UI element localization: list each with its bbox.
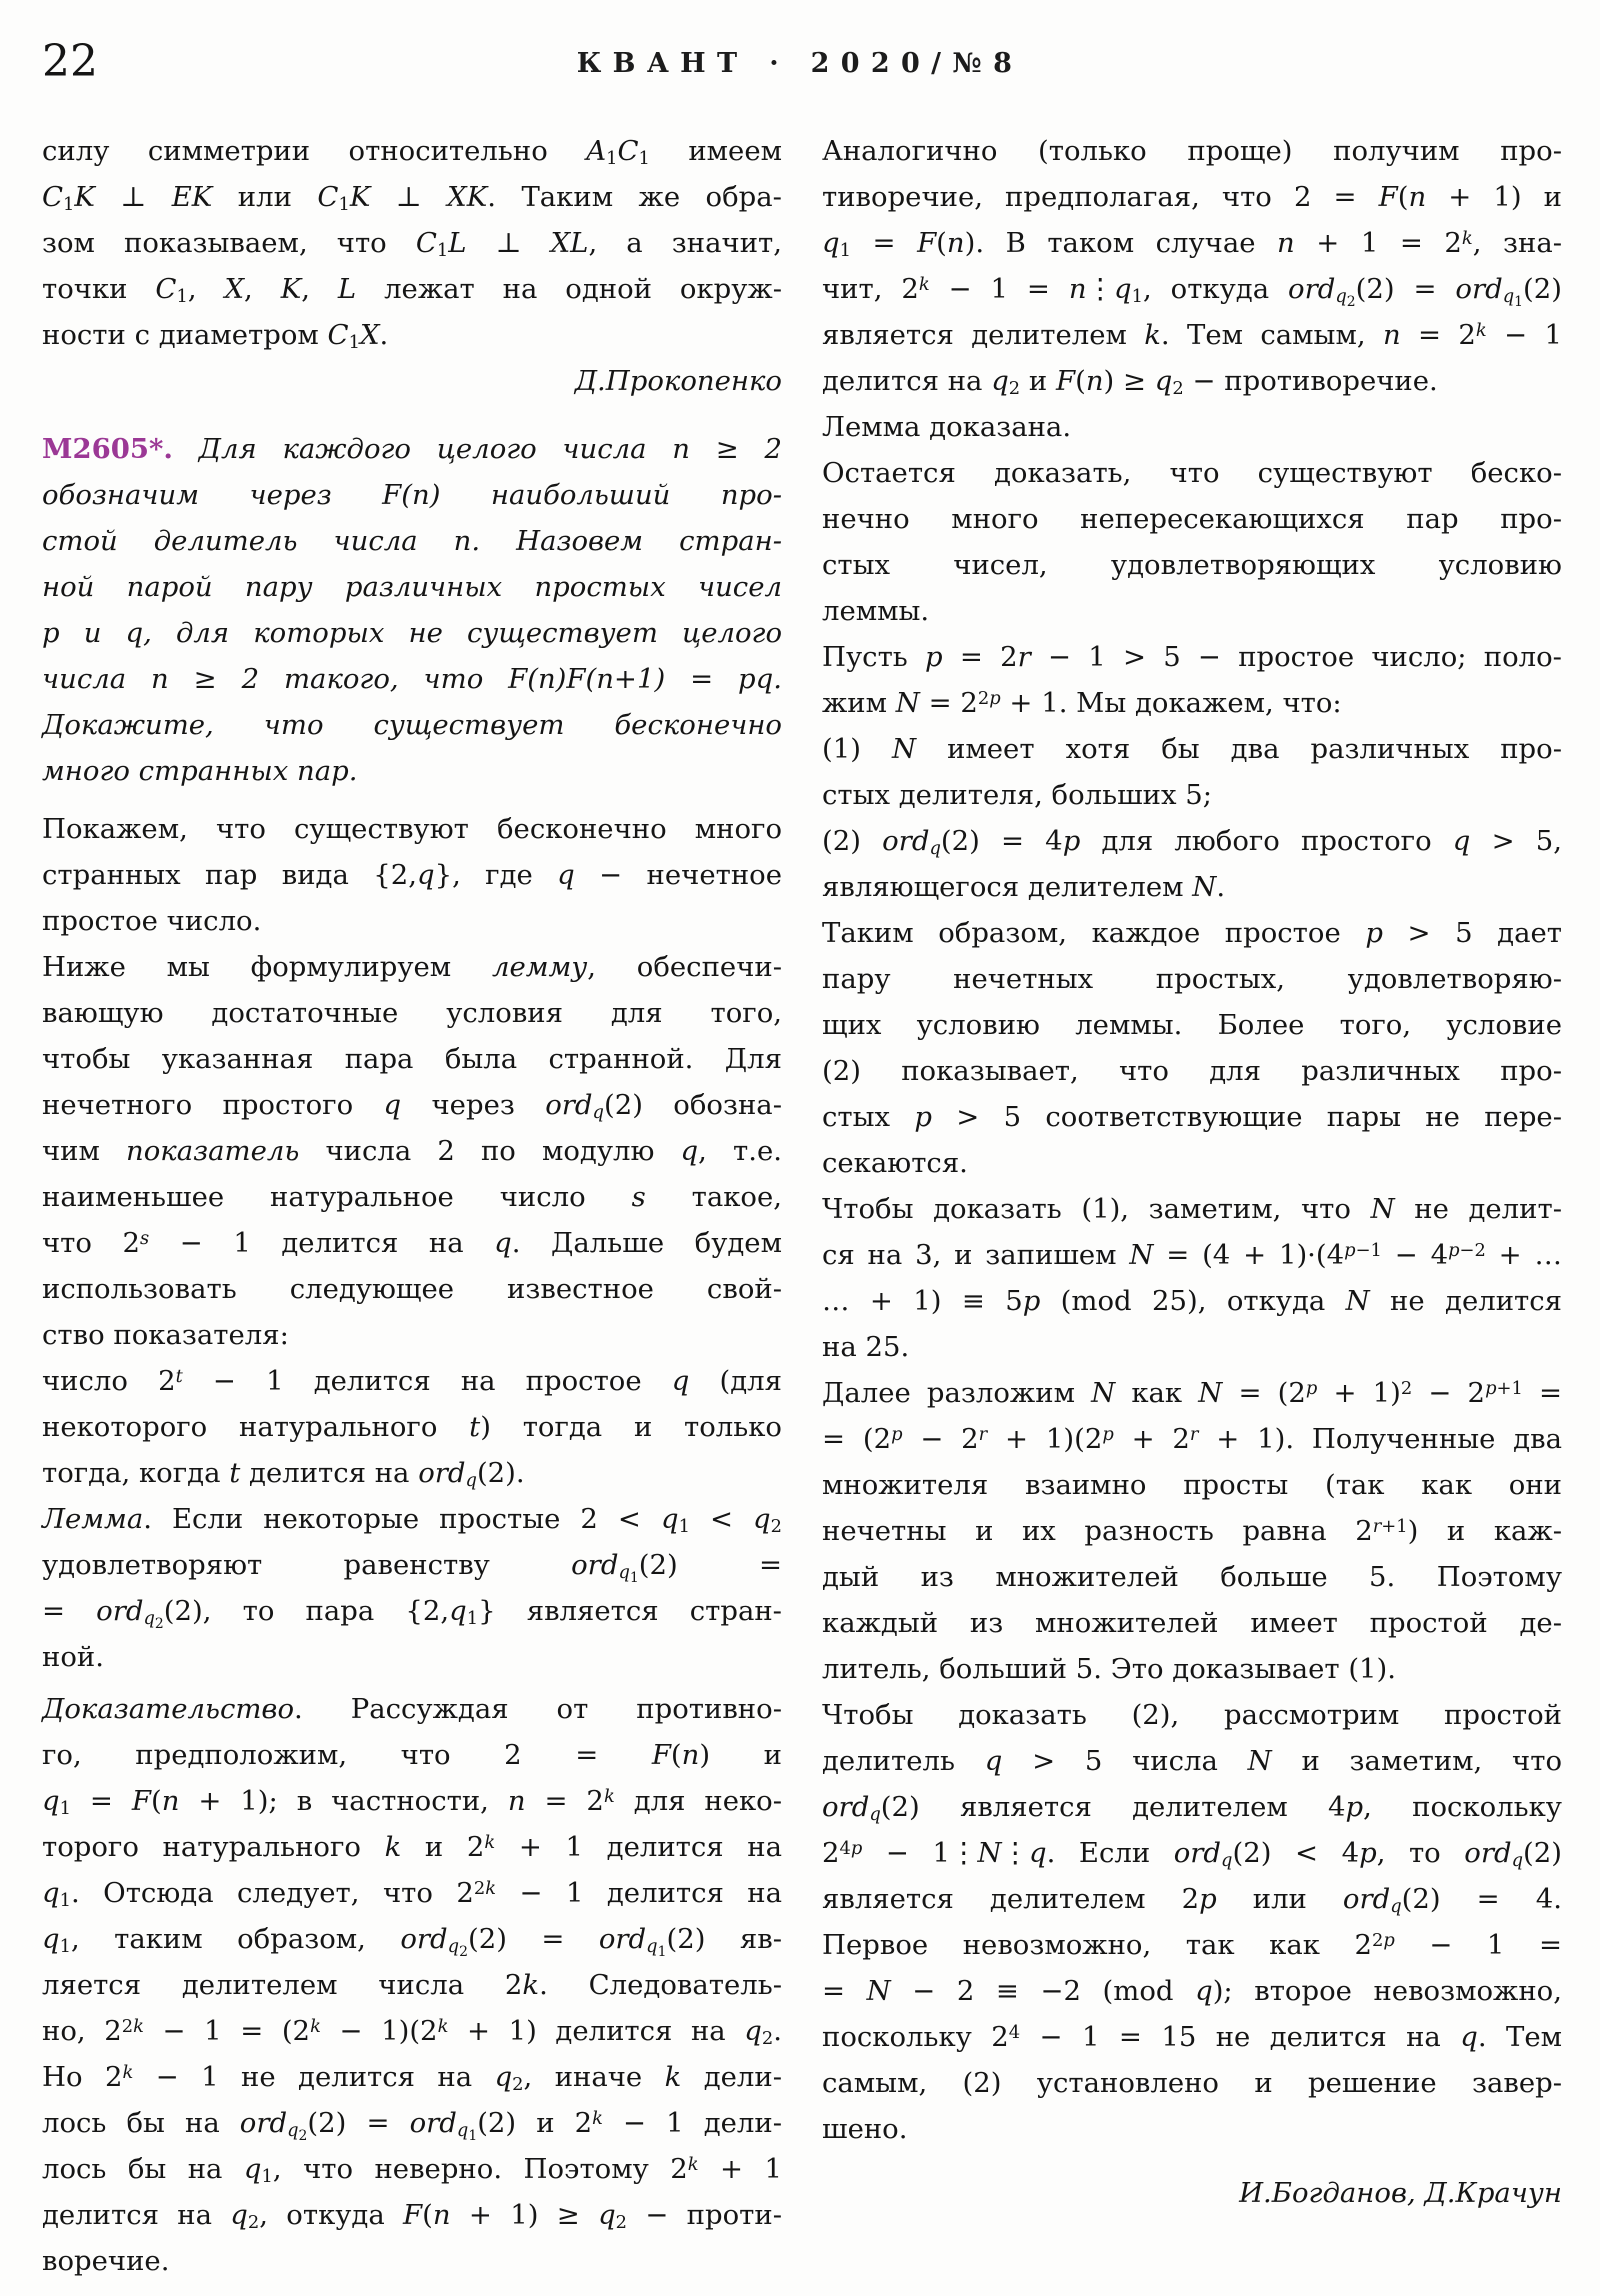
text-line: обозначим через F(n) наибольший про-: [42, 479, 782, 511]
text-line: Докажите, что существует бесконечно: [42, 709, 782, 741]
text-line: является делителем k. Тем самым, $n = 2^k - 1$: [822, 319, 1563, 351]
text-line: силу симметрии относительно $A_1C_1$ имеем: [42, 135, 782, 169]
text-line: нечетного простого q через ord$_q$(2) обозна-: [42, 1089, 782, 1123]
text-line: торого натурального k и $2^k + 1$ делится на: [42, 1831, 782, 1863]
text-line: много странных пар.: [42, 755, 358, 787]
text-line: делится на $q_2$, откуда $F(n + 1) \ge q_2$ − проти-: [42, 2199, 782, 2233]
text-line: Аналогично (только проще) получим про-: [822, 135, 1562, 167]
text-line: Далее разложим N как $N = (2^p + 1)^2 - 2^{p+1}$ =: [822, 1377, 1563, 1409]
text-line: странных пар вида {2,q}, где q − нечетное: [42, 859, 782, 891]
text-line: $q_1$. Отсюда следует, что $2^{2k} - 1$ делится на: [42, 1877, 782, 1911]
text-line: простое число.: [42, 905, 262, 937]
text-line: стых p > 5 соответствующие пары не пере-: [822, 1101, 1562, 1133]
text-line: точки $C_1$, X, K, L лежат на одной окруж-: [42, 273, 783, 307]
text-line: стых делителя, больших 5;: [822, 779, 1213, 811]
text-line: = N − 2 ≡ −2 (mod q); второе невозможно,: [822, 1975, 1562, 2007]
text-line: некоторого натурального t) тогда и только: [42, 1411, 782, 1443]
text-line: каждый из множителей имеет простой де-: [822, 1607, 1562, 1639]
journal-title: КВАНТ · 2020/№8: [576, 48, 1024, 79]
text-line: щих условию леммы. Более того, условие: [822, 1009, 1562, 1041]
text-line: нечетны и их разность равна $2^{r+1}$) и каж-: [822, 1515, 1562, 1547]
text-line: жим $N = 2^{2p} + 1$. Мы докажем, что:: [822, 687, 1342, 719]
text-line: Ниже мы формулируем лемму, обеспечи-: [42, 951, 782, 983]
right-column: [822, 128, 1562, 2284]
text-line: $q_1 = F(n + 1)$; в частности, $n = 2^k$ для неко-: [42, 1785, 783, 1819]
text-line: являющегося делителем N.: [822, 871, 1226, 903]
text-line: удовлетворяют равенству ord$_{q_1}$(2) =: [42, 1549, 782, 1587]
text-line: на 25.: [822, 1331, 910, 1363]
text-line: ord$_q$(2) является делителем 4p, поскольку: [822, 1791, 1562, 1825]
text-line: наименьшее натуральное число s такое,: [42, 1181, 782, 1213]
text-line: тиворечие, предполагая, что 2 = F(n + 1) и: [822, 181, 1562, 213]
text-line: = $(2^p - 2^r + 1)(2^p + 2^r + 1)$. Полученные два: [822, 1423, 1562, 1455]
text-line: стой делитель числа n. Назовем стран-: [42, 525, 782, 557]
text-line: что $2^s - 1$ делится на q. Дальше будем: [42, 1227, 782, 1259]
text-line: Доказательство. Рассуждая от противно-: [42, 1693, 782, 1725]
text-line: Д.Прокопенко: [574, 365, 782, 397]
text-line: дый из множителей больше 5. Поэтому: [822, 1561, 1562, 1593]
text-line: но, $2^{2k} - 1 = (2^k - 1)(2^k + 1)$ делится на $q_2$.: [42, 2015, 782, 2049]
text-line: го, предположим, что 2 = F(n) и: [42, 1739, 782, 1771]
text-line: шено.: [822, 2113, 908, 2145]
text-line: $q_1 = F(n)$. В таком случае $n + 1 = 2^k$, зна-: [822, 227, 1563, 261]
text-line: ство показателя:: [42, 1319, 289, 1351]
text-line: лось бы на $q_1$, что неверно. Поэтому $2^k + 1$: [42, 2153, 782, 2187]
text-line: М2605*. Для каждого целого числа n ≥ 2: [42, 433, 782, 465]
text-line: число $2^t - 1$ делится на простое q (для: [42, 1365, 782, 1397]
text-line: делится на $q_2$ и $F(n) \ge q_2$ − противоречие.: [822, 365, 1438, 399]
text-line: Таким образом, каждое простое p > 5 дает: [822, 917, 1562, 949]
text-line: вающую достаточные условия для того,: [42, 997, 782, 1029]
text-line: чит, $2^k - 1$ = $n⋮q_1$, откуда ord$_{q_2}$(2) = ord$_{q_1}$(2): [822, 273, 1563, 311]
text-line: И.Богданов, Д.Крачун: [1239, 2177, 1562, 2209]
text-line: воречие.: [42, 2245, 170, 2277]
text-line: Первое невозможно, так как $2^{2p} - 1$ =: [822, 1929, 1562, 1961]
text-line: самым, (2) установлено и решение завер-: [822, 2067, 1562, 2099]
text-line: является делителем 2p или ord$_q$(2) = 4.: [822, 1883, 1562, 1917]
text-line: (2) ord$_q$(2) = 4p для любого простого q > 5,: [822, 825, 1562, 859]
text-line: p и q, для которых не существует целого: [42, 617, 782, 649]
text-line: (2) показывает, что для различных про-: [822, 1055, 1562, 1087]
text-line: использовать следующее известное свой-: [42, 1273, 782, 1305]
text-line: (1) N имеет хотя бы два различных про-: [822, 733, 1563, 765]
text-line: Лемма. Если некоторые простые $2 < q_1 < q_2$: [42, 1503, 782, 1537]
text-line: … + 1) ≡ 5p (mod 25), откуда N не делится: [822, 1285, 1562, 1317]
text-line: чим показатель числа 2 по модулю q, т.е.: [42, 1135, 782, 1167]
left-column: [42, 128, 782, 2284]
text-line: ся на 3, и запишем $N = (4 + 1)\cdot(4^{p-1} - 4^{p-2}$ + …: [822, 1239, 1562, 1271]
text-line: ляется делителем числа 2k. Следователь-: [42, 1969, 783, 2001]
text-line: ной парой пару различных простых чисел: [42, 571, 782, 603]
problem-label: М2605*.: [42, 433, 173, 465]
text-line: пару нечетных простых, удовлетворяю-: [822, 963, 1562, 995]
text-line: Пусть p = 2r − 1 > 5 − простое число; поло-: [822, 641, 1562, 673]
text-line: зом показываем, что $C_1L$ ⊥ XL, а значит,: [42, 227, 782, 261]
text-line: ности с диаметром $C_1X$.: [42, 319, 389, 353]
text-line: стых чисел, удовлетворяющих условию: [822, 549, 1562, 581]
text-line: Чтобы доказать (2), рассмотрим простой: [822, 1699, 1562, 1731]
text-line: тогда, когда t делится на ord$_q$(2).: [42, 1457, 525, 1491]
text-line: множителя взаимно просты (так как они: [822, 1469, 1562, 1501]
text-line: ной.: [42, 1641, 104, 1673]
text-line: Остается доказать, что существуют беско-: [822, 457, 1562, 489]
text-line: = ord$_{q_2}$(2), то пара $\{2,q_1\}$ является стран-: [42, 1595, 782, 1633]
text-line: Лемма доказана.: [822, 411, 1072, 443]
text-line: Покажем, что существуют бесконечно много: [42, 813, 782, 845]
text-line: $2^{4p}$ − 1⋮N⋮q. Если ord$_q$(2) < 4p, то ord$_q$(2): [822, 1837, 1563, 1871]
text-line: литель, больший 5. Это доказывает (1).: [822, 1653, 1397, 1685]
text-line: секаются.: [822, 1147, 968, 1179]
text-line: $q_1$, таким образом, ord$_{q_2}$(2) = ord$_{q_1}$(2) яв-: [42, 1923, 782, 1961]
text-line: чтобы указанная пара была странной. Для: [42, 1043, 782, 1075]
page-header: [0, 30, 1600, 100]
page-number: 22: [42, 36, 98, 87]
text-line: поскольку $2^4 - 1 = 15$ не делится на q. Тем: [822, 2021, 1562, 2053]
text-line: $C_1K$ ⊥ EK или $C_1K$ ⊥ XK. Таким же обра-: [42, 181, 782, 215]
text-line: числа n ≥ 2 такого, что F(n)F(n+1) = pq.: [42, 663, 782, 695]
text-line: Чтобы доказать (1), заметим, что N не делит-: [822, 1193, 1562, 1225]
text-line: леммы.: [822, 595, 930, 627]
two-column-text: [42, 128, 1562, 2284]
text-line: нечно много непересекающихся пар про-: [822, 503, 1562, 535]
text-line: лось бы на ord$_{q_2}$(2) = ord$_{q_1}$(2) и $2^k - 1$ дели-: [42, 2107, 783, 2145]
text-line: делитель q > 5 числа N и заметим, что: [822, 1745, 1562, 1777]
text-line: Но $2^k - 1$ не делится на $q_2$, иначе k дели-: [42, 2061, 783, 2095]
